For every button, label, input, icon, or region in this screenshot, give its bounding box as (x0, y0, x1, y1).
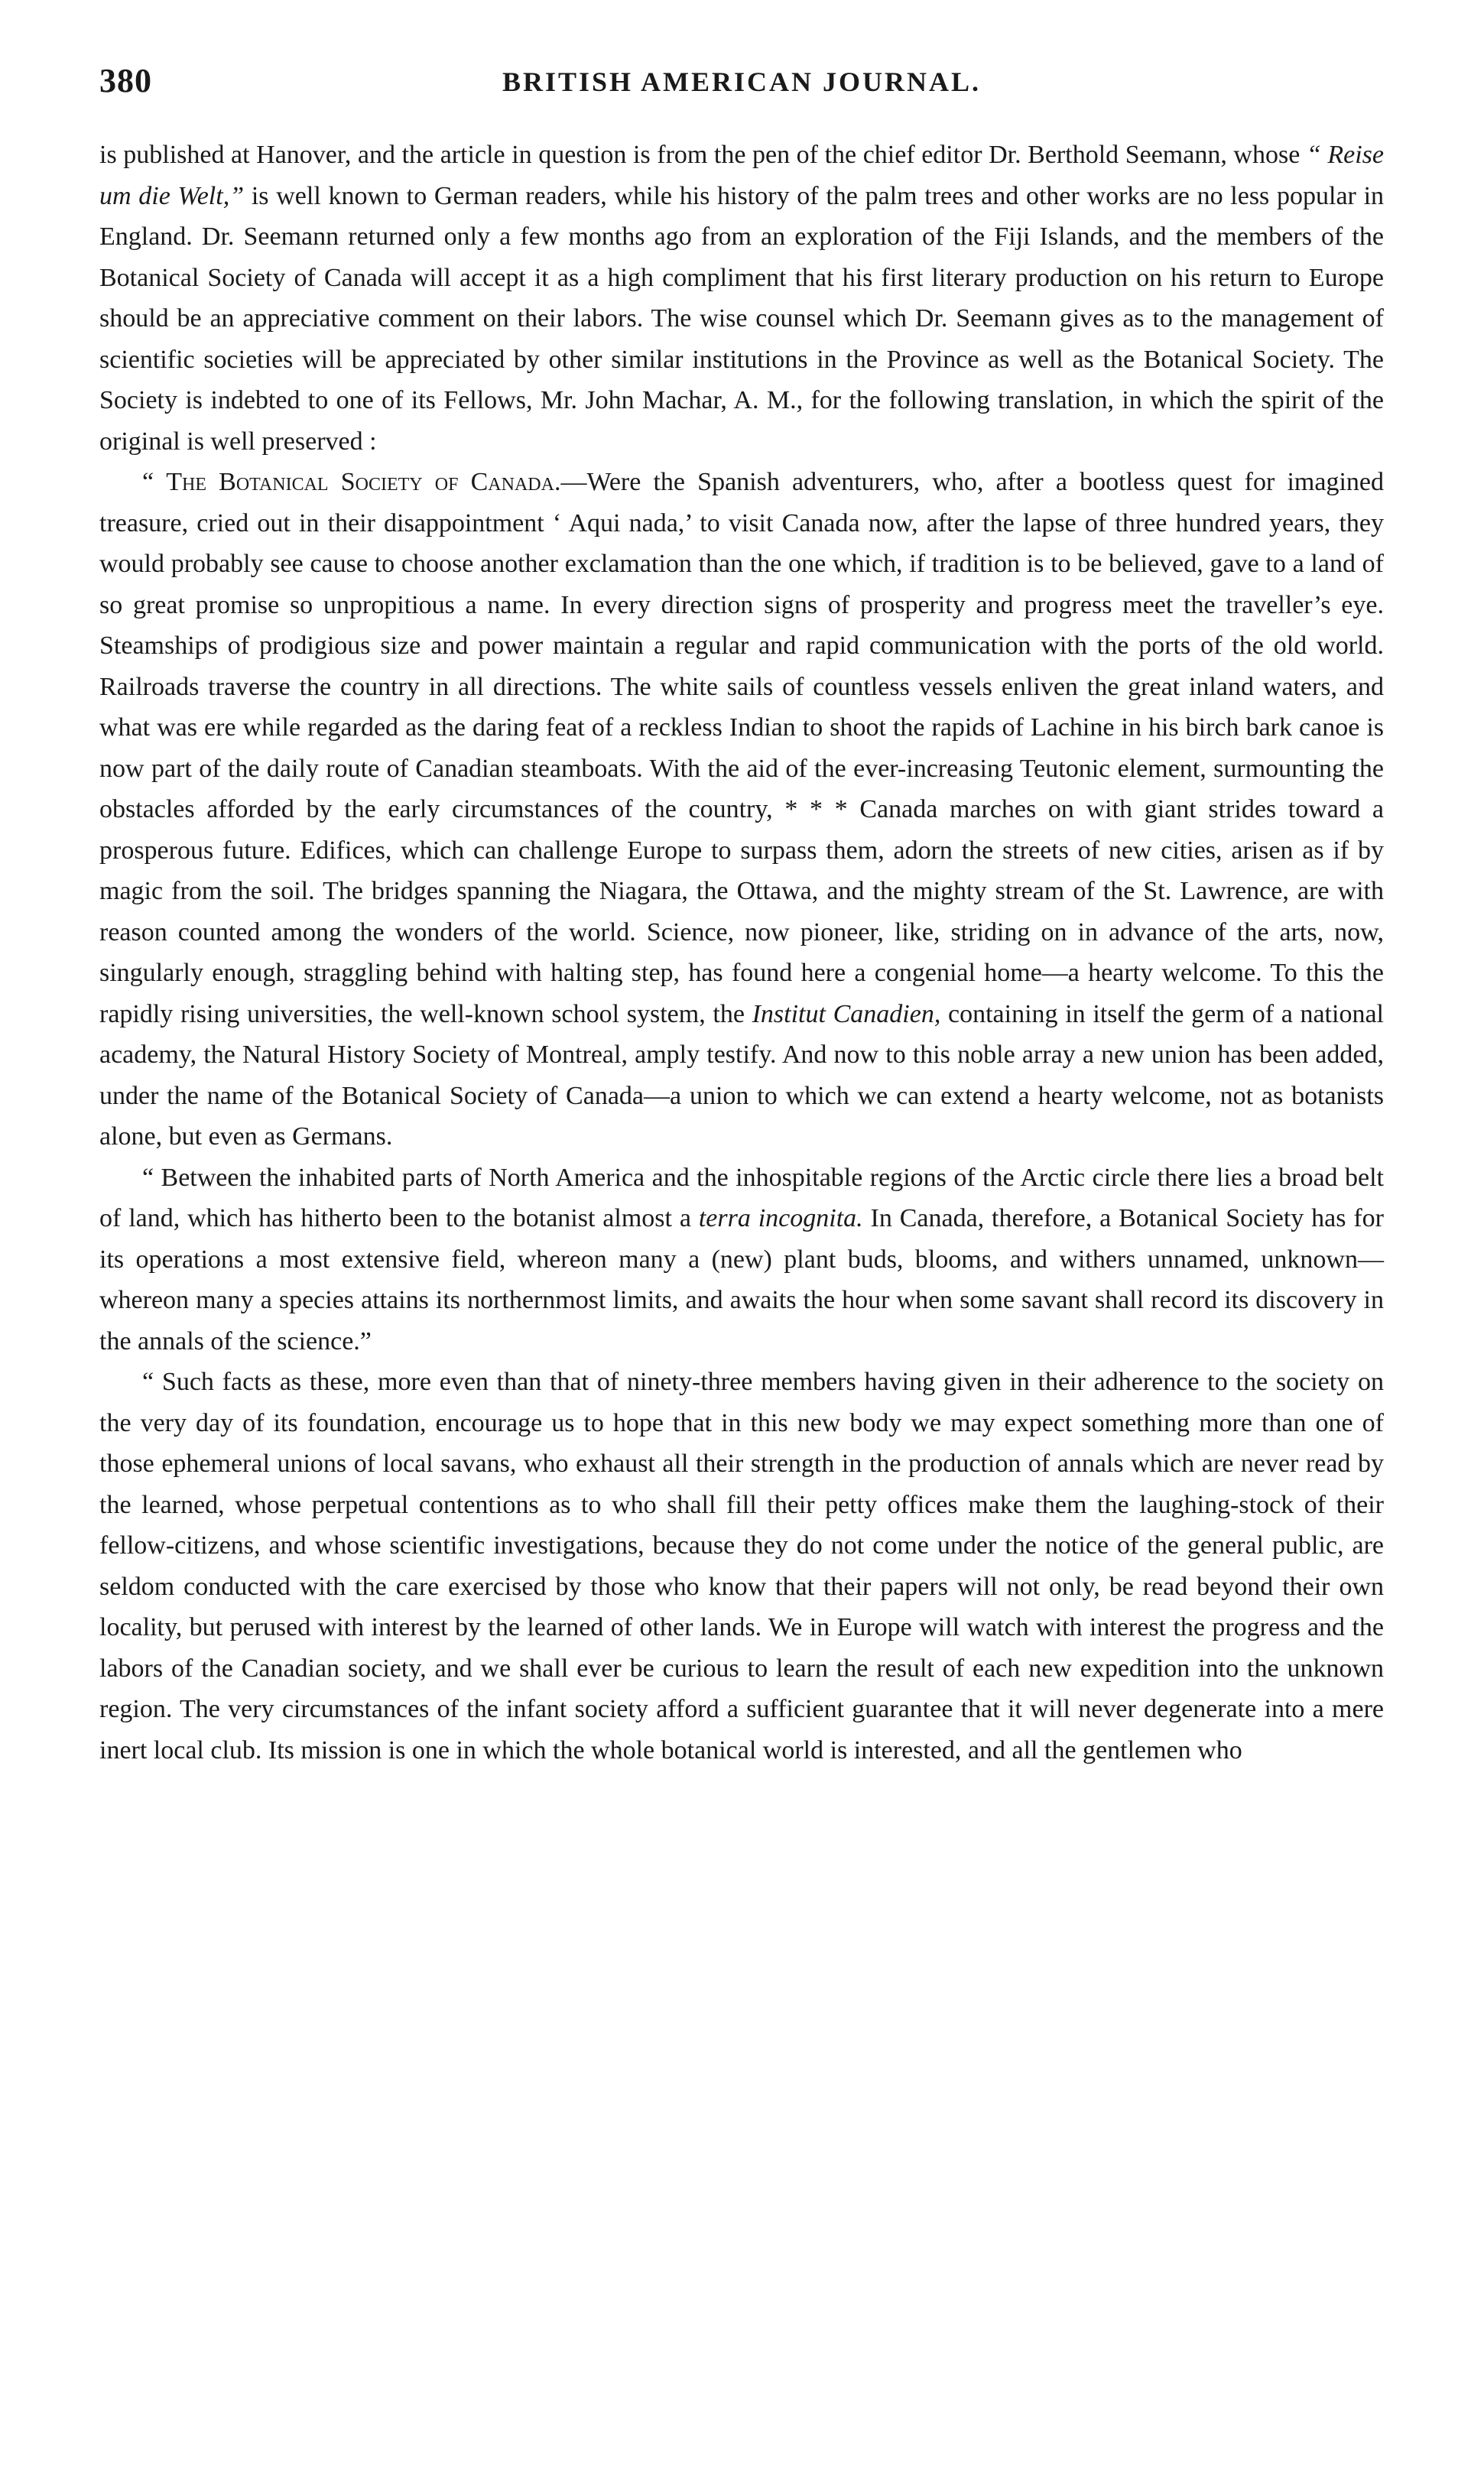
paragraph-botanical-society-text-a: —Were the Spanish adventurers, who, after a bootless quest for imagined treasure, cried out in their disappointment ‘ Aqui nada,’ to visit Canada now, after the lapse of three hundred years, they would probably see cause to choose another exclamation than the one which, if tradition is to be believed, gave to a land of so great promise so unpropitious a name. In every direction signs of prosperity and progress meet the traveller’s eye. Steamships of prodigious size and power maintain a regular and rapid communication with the ports of the old world. Railroads traverse the country in all directions. The white sails of countless vessels enliven the great inland waters, and what was ere while regarded as the daring feat of a reckless Indian to shoot the rapids of Lachine in his birch bark canoe is now part of the daily route of Canadian steamboats. With the aid of the ever-increasing Teutonic element, surmounting the obstacles afforded by the early circumstances of the country, * * * Canada marches on with giant strides toward a prosperous future. Edifices, which can challenge Europe to surpass them, adorn the streets of new cities, arisen as if by magic from the soil. The bridges spanning the Niagara, the Ottawa, and the mighty stream of the St. Lawrence, are with reason counted among the wonders of the world. Science, now pioneer, like, striding on in advance of the arts, now, singularly enough, straggling behind with halting step, has found here a congenial home—a hearty welcome. To this the rapidly rising universities, the well-known school system, the (99, 468, 1384, 1028)
body-text (99, 135, 1384, 1771)
paragraph-botanical-society (99, 462, 1384, 1157)
document-page (99, 61, 1384, 1771)
paragraph-such-facts-text: “ Such facts as these, more even than that of ninety-three members having given in their adherence to the society on the very day of its foundation, encourage us to hope that in this new body we may expect something more than one of those ephemeral unions of local savans, who exhaust all their strength in the production of annals which are never read by the learned, whose perpetual contentions as to who shall fill their petty offices make them the laughing-stock of their fellow-citizens, and whose scientific investigations, because they do not come under the notice of the general public, are seldom conducted with the care exercised by those who know that their papers will not only, be read beyond their own locality, but perused with interest by the learned of other lands. We in Europe will watch with interest the progress and the labors of the Canadian society, and we shall ever be curious to learn the result of each new expedition into the unknown region. The very circumstances of the infant society afford a sufficient guarantee that it will never degenerate into a mere inert local club. Its mission is one in which the whole botanical world is interested, and all the gentlemen who (99, 1368, 1384, 1765)
paragraph-arctic-belt-text-a: “ Between the inhabited parts of North America and the inhospitable regions of the Arctic circle there lies a broad belt of land, which has hitherto been to the botanist almost a (99, 1163, 1384, 1232)
running-head (99, 61, 1384, 115)
paragraph-intro-text-b: is well known to German readers, while his history of the palm trees and other works are no less popular in England. Dr. Seemann returned only a few months ago from an exploration of the Fiji Islands, and the members of the Botanical Society of Canada will accept it as a high compliment that his first literary production on his return to Europe should be an appreciative comment on their labors. The wise counsel which Dr. Seemann gives as to the management of scientific societies will be appreciated by other similar institutions in the Province as well as the Botanical Society. The Society is indebted to one of its Fellows, Mr. John Machar, A. M., for the following translation, in which the spirit of the original is well preserved : (99, 181, 1385, 456)
paragraph-botanical-society-heading: The Botanical Society of Canada. (166, 468, 561, 496)
paragraph-arctic-belt-italic-terra: terra incognita. (698, 1204, 863, 1232)
paragraph-intro (99, 135, 1384, 462)
page-number: 380 (99, 62, 152, 99)
paragraph-botanical-society-text-b: containing in itself the germ of a national academy, the Natural History Society of Montreal, amply testify. And now to this noble array a new union has been added, under the name of the Botanical Society of Canada—a union to which we can extend a hearty welcome, not as botanists alone, but even as Germans. (99, 999, 1384, 1151)
paragraph-intro-italic-title: “ Reise um die Welt,” (99, 141, 1384, 210)
paragraph-botanical-society-italic-institut: Institut Canadien, (752, 999, 941, 1028)
paragraph-arctic-belt-text-b: In Canada, therefore, a Botanical Society has for its operations a most extensive field, whereon many a (new) plant buds, blooms, and withers unnamed, unknown—whereon many a species attains its northernmost limits, and awaits the hour when some savant shall record its discovery in the annals of the science.” (99, 1204, 1384, 1356)
journal-title: BRITISH AMERICAN JOURNAL. (502, 67, 982, 97)
paragraph-arctic-belt (99, 1157, 1384, 1362)
paragraph-such-facts (99, 1362, 1384, 1771)
paragraph-botanical-society-open-quote: “ (142, 468, 167, 496)
paragraph-intro-text-a: is published at Hanover, and the article in question is from the pen of the chief editor Dr. Berthold Seemann, whose (99, 141, 1307, 169)
